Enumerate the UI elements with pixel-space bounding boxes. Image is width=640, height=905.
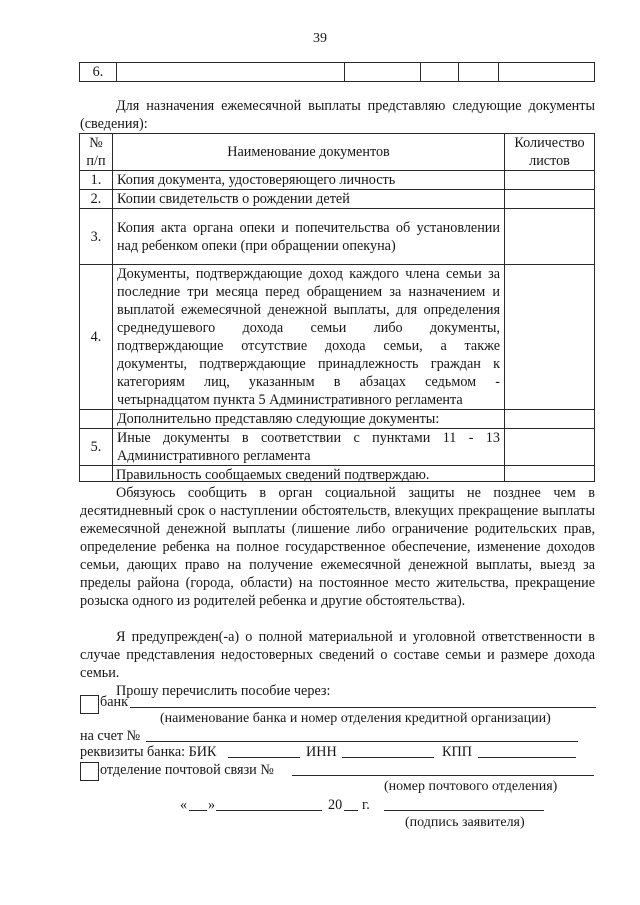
page-number: 39: [313, 31, 327, 46]
inn-field[interactable]: [342, 757, 434, 758]
month-field[interactable]: [216, 810, 322, 811]
row-number: 4.: [80, 265, 113, 410]
account-label: на счет №: [80, 728, 141, 744]
table-row: [80, 190, 595, 209]
document-name: Копия документа, удостоверяющего личность: [113, 171, 505, 190]
bik-field[interactable]: [228, 757, 300, 758]
kpp-label: КПП: [442, 744, 472, 760]
date-open-quote: «: [180, 797, 188, 813]
bank-details-label: реквизиты банка: БИК: [80, 744, 217, 760]
table-row: [80, 429, 595, 466]
kpp-field[interactable]: [478, 757, 576, 758]
documents-table: [79, 133, 595, 482]
post-office-number-field[interactable]: [292, 775, 594, 776]
document-name: Копии свидетельств о рождении детей: [113, 190, 505, 209]
date-close-quote: »: [208, 797, 216, 813]
table-cell: [459, 63, 499, 82]
row-number: 1.: [80, 171, 113, 190]
header-count: Количество листов: [505, 134, 595, 171]
row-number: 6.: [80, 63, 117, 82]
warning-paragraph: Я предупрежден(-а) о полной материальной и уголовной ответственности в случае представления недостоверных сведений о составе семьи и размере дохода семьи.: [80, 629, 595, 681]
sheet-count-cell: [505, 429, 595, 466]
sheet-count-cell: [505, 171, 595, 190]
document-name: Иные документы в соответствии с пунктами 11 - 13 Административного регламента: [113, 429, 505, 466]
table-row: [80, 265, 595, 410]
bank-name-field[interactable]: [130, 707, 596, 708]
document-name: Документы, подтверждающие доход каждого члена семьи за последние три месяца перед обращением за назначением и выплатой ежемесячной денежной выплаты, для определения среднедушевого дохода семьи либо документы, подтверждающие отсутствие дохода семьи, а также документы, подтверждающие принадлежность граждан к категориям лиц, указанным в абзацах седьмом - четырнадцатом пункта 5 Административного регламента: [113, 265, 505, 410]
obligation-paragraph: Обязуюсь сообщить в орган социальной защиты не позднее чем в десятидневный срок о наступлении обстоятельств, влекущих прекращение выплаты ежемесячной денежной выплаты (лишение либо ограничение родительских прав, определение ребенка на полное государственное обеспечение, изменение доходов семьи, дающих право на получение ежемесячной денежной выплаты, выезд за пределы района (города, области) на постоянное место жительства, прекращение розыска одного из родителей ребенка и другие обстоятельства).: [80, 485, 595, 609]
table-row: [80, 171, 595, 190]
bank-checkbox[interactable]: [80, 695, 99, 714]
sheet-count-cell: [505, 265, 595, 410]
year-suffix: г.: [362, 797, 370, 813]
table-row: [80, 410, 595, 429]
row-number: 2.: [80, 190, 113, 209]
transfer-request: Прошу перечислить пособие через:: [116, 683, 331, 699]
post-office-checkbox[interactable]: [80, 762, 99, 781]
bank-label: банк: [100, 694, 129, 710]
document-name: Копия акта органа опеки и попечительства об установлении над ребенком опеки (при обращении опекуна): [113, 209, 505, 265]
signature-caption: (подпись заявителя): [405, 815, 525, 830]
confirmation-text: Правильность сообщаемых сведений подтверждаю.: [116, 467, 430, 483]
header-number: № п/п: [80, 134, 113, 171]
day-field[interactable]: [189, 810, 207, 811]
account-number-field[interactable]: [146, 741, 578, 742]
sheet-count-cell: [505, 190, 595, 209]
row-number: 3.: [80, 209, 113, 265]
row-number: [80, 410, 113, 429]
header-name: Наименование документов: [113, 134, 505, 171]
previous-table-row: [79, 62, 595, 82]
signature-field[interactable]: [384, 810, 544, 811]
table-row: [80, 209, 595, 265]
table-cell: [117, 63, 345, 82]
table-cell: [345, 63, 421, 82]
bank-caption: (наименование банка и номер отделения кредитной организации): [160, 711, 551, 726]
inn-label: ИНН: [306, 744, 337, 760]
document-name: Дополнительно представляю следующие документы:: [113, 410, 505, 429]
post-office-label: отделение почтовой связи №: [100, 762, 274, 778]
year-prefix: 20: [328, 797, 343, 813]
sheet-count-cell: [505, 209, 595, 265]
post-office-caption: (номер почтового отделения): [384, 779, 558, 794]
table-cell: [421, 63, 459, 82]
year-field[interactable]: [344, 810, 358, 811]
sheet-count-cell: [505, 410, 595, 429]
table-header-row: [80, 134, 595, 171]
intro-paragraph: Для назначения ежемесячной выплаты представляю следующие документы (сведения):: [80, 98, 595, 132]
table-cell: [499, 63, 595, 82]
row-number: 5.: [80, 429, 113, 466]
